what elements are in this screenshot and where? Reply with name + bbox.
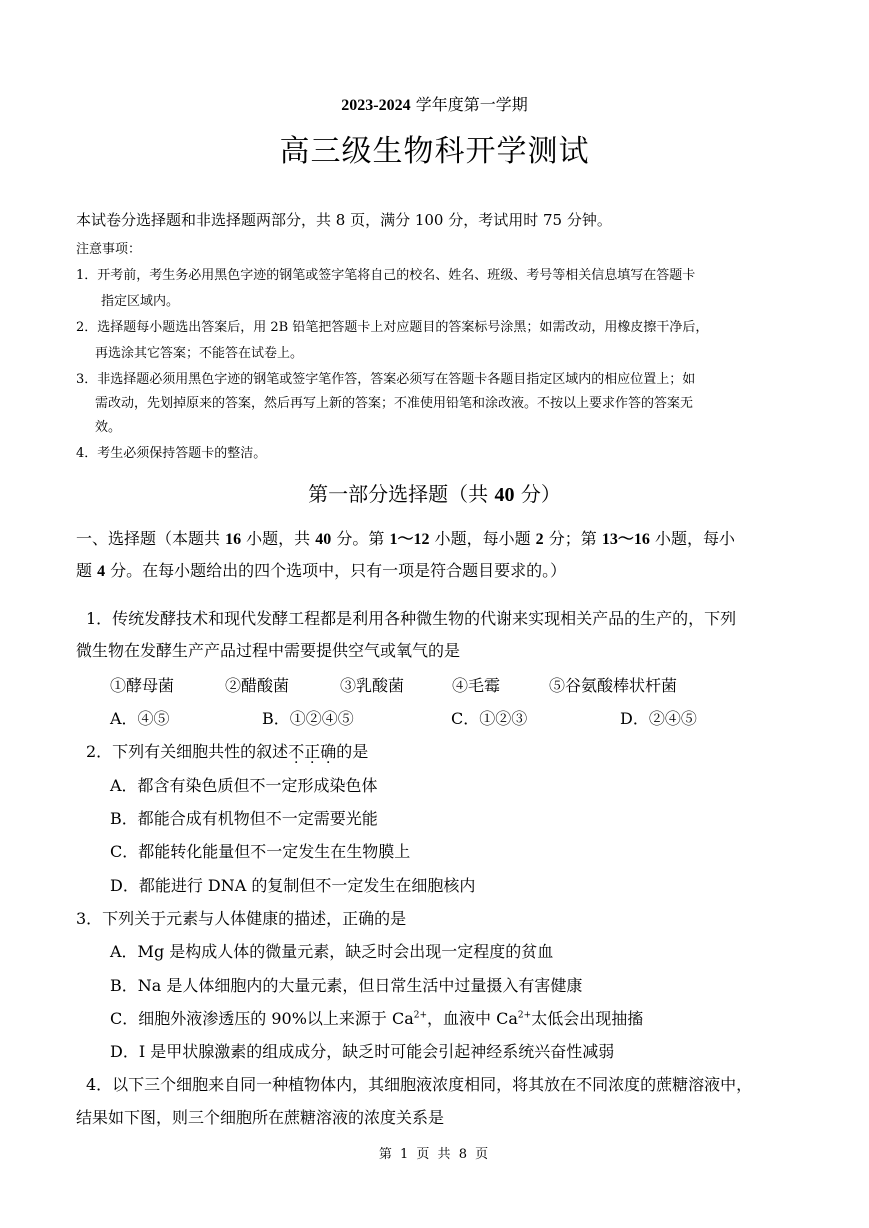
notice-item: 2．选择题每小题选出答案后，用 2B 铅笔把答题卡上对应题目的答案标号涂黑；如需改动，用橡皮擦干净后， (76, 320, 709, 335)
q1-item: ②醋酸菌 (225, 676, 290, 695)
q1-item: ③乳酸菌 (340, 676, 405, 695)
q1-option-c: C．①②③ (451, 709, 528, 728)
q3-option-c: C．细胞外液渗透压的 90%以上来源于 $Ca^{2+}$，血液中 $Ca^{2+}$太低会出现抽搐 (110, 1009, 644, 1028)
question-1-stem-cont: 微生物在发酵生产产品过程中需要提供空气或氧气的是 (76, 641, 461, 660)
q2-option-c: C．都能转化能量但不一定发生在生物膜上 (110, 842, 411, 861)
exam-intro: 本试卷分选择题和非选择题两部分，共 8 页，满分 100 分，考试用时 75 分钟。 (76, 211, 612, 229)
section-instructions-cont: 题 4 分。在每小题给出的四个选项中，只有一项是符合题目要求的。） (76, 561, 567, 580)
notice-item: 4．考生必须保持答题卡的整洁。 (76, 446, 267, 461)
q1-option-d: D．②④⑤ (620, 709, 697, 728)
q1-item: ④毛霉 (452, 676, 501, 695)
question-2-stem: 2．下列有关细胞共性的叙述不正确的是 (86, 742, 369, 761)
q3-option-d: D．I 是甲状腺激素的组成成分，缺乏时可能会引起神经系统兴奋性减弱 (110, 1042, 615, 1061)
notice-heading: 注意事项： (76, 242, 142, 257)
q3-option-a: A．Mg 是构成人体的微量元素，缺乏时会出现一定程度的贫血 (110, 942, 554, 961)
question-1-stem: 1．传统发酵技术和现代发酵工程都是利用各种微生物的代谢来实现相关产品的生产的，下列 (86, 609, 737, 628)
page-footer: 第 1 页 共 8 页 (378, 1147, 491, 1162)
q1-option-a: A．④⑤ (110, 709, 170, 728)
question-4-stem-cont: 结果如下图，则三个细胞所在蔗糖溶液的浓度关系是 (76, 1108, 445, 1127)
q1-option-b: B．①②④⑤ (262, 709, 354, 728)
question-4-stem: 4．以下三个细胞来自同一种植物体内，其细胞液浓度相同，将其放在不同浓度的蔗糖溶液中， (86, 1075, 753, 1094)
exam-title: 高三级生物科开学测试 (279, 134, 590, 169)
notice-item: 1．开考前，考生务必用黑色字迹的钢笔或签字笔将自己的校名、姓名、班级、考号等相关信息填写在答题卡 (76, 268, 696, 283)
q2-option-a: A．都含有染色质但不一定形成染色体 (110, 776, 378, 795)
question-3-stem: 3．下列关于元素与人体健康的描述，正确的是 (76, 909, 407, 928)
q1-item: ①酵母菌 (110, 676, 175, 695)
section-title: 第一部分选择题（共 40 分） (308, 482, 561, 506)
section-instructions: 一、选择题（本题共 16 小题，共 40 分。第 1～12 小题，每小题 2 分；第 13～16 小题，每小 (76, 529, 735, 548)
q1-item: ⑤谷氨酸棒状杆菌 (549, 676, 678, 695)
exam-year-term: 2023-2024 学年度第一学期 (341, 95, 528, 114)
q3-option-b: B．Na 是人体细胞内的大量元素，但日常生活中过量摄入有害健康 (110, 976, 583, 995)
q2-option-d: D．都能进行 DNA 的复制但不一定发生在细胞核内 (110, 876, 476, 895)
notice-item: 3．非选择题必须用黑色字迹的钢笔或签字笔作答，答案必须写在答题卡各题目指定区域内的相应位置上；如 (76, 372, 696, 387)
q2-option-b: B．都能合成有机物但不一定需要光能 (110, 809, 378, 828)
